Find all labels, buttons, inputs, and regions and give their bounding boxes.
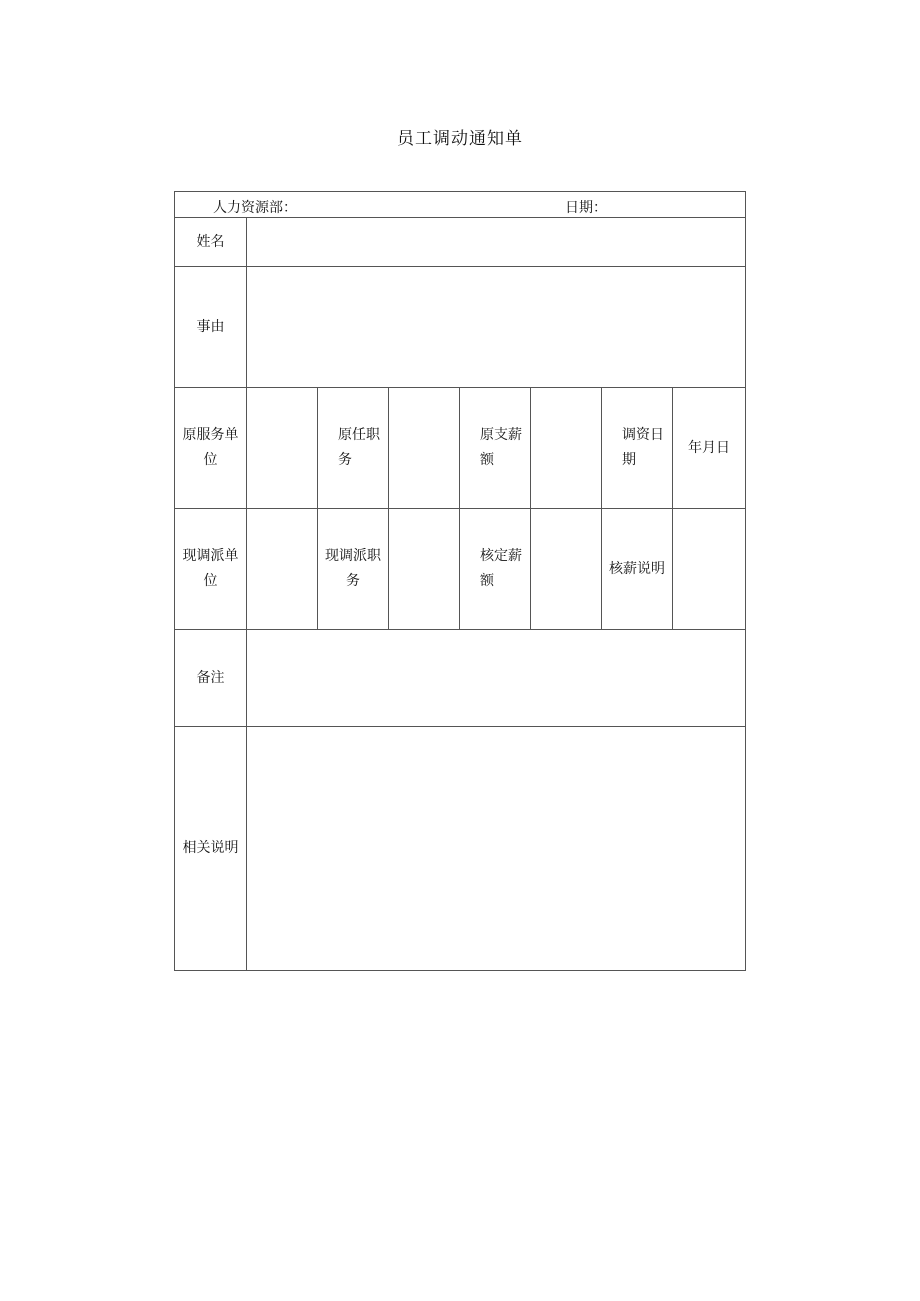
salary-note-value-field[interactable] <box>672 508 746 630</box>
current-position-label: 现调派职务 <box>325 548 381 589</box>
date-label: 日期： <box>565 200 607 216</box>
current-unit-label: 现调派单位 <box>182 548 239 589</box>
reason-value-field[interactable] <box>246 266 746 388</box>
department-label: 人力资源部： <box>213 200 297 216</box>
current-unit-label-cell <box>174 508 247 630</box>
name-label-cell <box>174 217 247 267</box>
remarks-label-cell <box>174 629 247 727</box>
approved-salary-value-field[interactable] <box>530 508 602 630</box>
original-salary-label: 原支薪额 <box>480 427 522 468</box>
salary-note-label-cell <box>601 508 673 630</box>
approved-salary-label-cell <box>459 508 531 630</box>
form-title: 员工调动通知单 <box>397 129 523 149</box>
transfer-form-table <box>174 191 746 971</box>
original-position-label: 原任职务 <box>338 427 380 468</box>
reason-label: 事由 <box>196 318 225 335</box>
original-position-label-cell <box>317 387 389 509</box>
original-unit-label-cell <box>174 387 247 509</box>
notes-label-cell <box>174 726 247 971</box>
original-position-value-field[interactable] <box>388 387 460 509</box>
remarks-label: 备注 <box>196 669 225 686</box>
notes-label: 相关说明 <box>182 840 239 856</box>
current-position-label-cell <box>317 508 389 630</box>
current-unit-value-field[interactable] <box>246 508 318 630</box>
name-value-field[interactable] <box>246 217 746 267</box>
adjust-date-label: 调资日期 <box>622 427 664 468</box>
reason-label-cell <box>174 266 247 388</box>
header-row <box>174 191 746 218</box>
approved-salary-label: 核定薪额 <box>480 548 522 589</box>
adjust-date-label-cell <box>601 387 673 509</box>
current-position-value-field[interactable] <box>388 508 460 630</box>
original-unit-value-field[interactable] <box>246 387 318 509</box>
notes-value-field[interactable] <box>246 726 746 971</box>
adjust-date-value-field[interactable] <box>672 387 746 509</box>
adjust-date-value: 年月日 <box>688 439 730 456</box>
original-salary-value-field[interactable] <box>530 387 602 509</box>
salary-note-label: 核薪说明 <box>609 560 665 577</box>
remarks-value-field[interactable] <box>246 629 746 727</box>
original-salary-label-cell <box>459 387 531 509</box>
original-unit-label: 原服务单位 <box>182 427 239 468</box>
name-label: 姓名 <box>196 233 225 250</box>
